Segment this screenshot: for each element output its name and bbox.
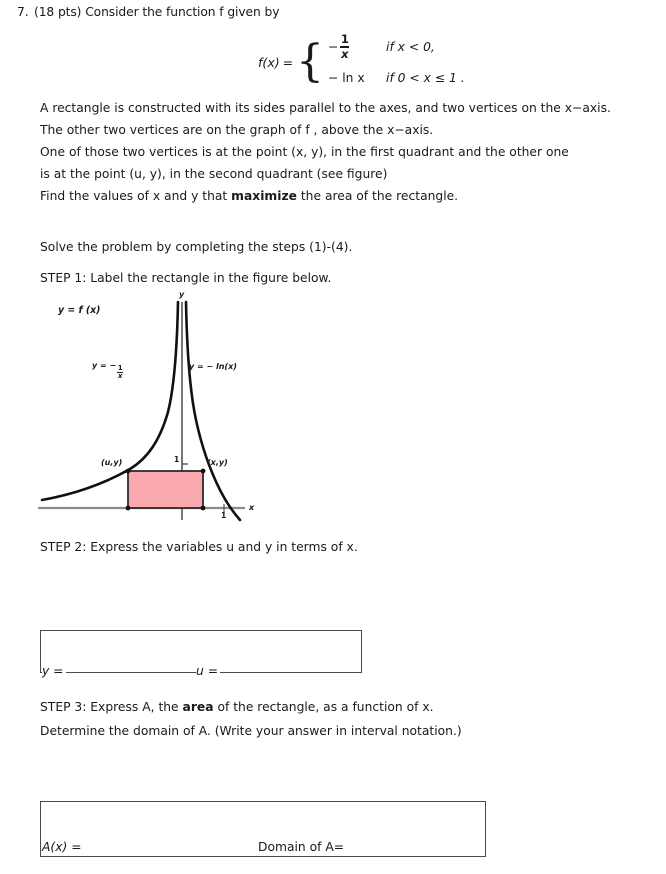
- statement-line-5-part-b: the area of the rectangle.: [296, 189, 459, 203]
- statement-line-1: A rectangle is constructed with its sides parallel to the axes, and two vertices on the x−axis.: [40, 101, 611, 115]
- statement-line-2: The other two vertices are on the graph of f , above the x−axis.: [40, 123, 434, 137]
- step-2-instruction: STEP 2: Express the variables u and y in terms of x.: [40, 540, 358, 554]
- step-3-instruction-line-1: [40, 700, 434, 714]
- step-3-text-b: of the rectangle, as a function of x.: [213, 700, 434, 714]
- formula-cases: [328, 31, 465, 89]
- formula-case-1-expression: [328, 31, 386, 61]
- fraction-one-over-x: [340, 31, 349, 61]
- x-axis-tick-label: 1: [221, 511, 227, 520]
- vertex-dot-upper-right: [201, 469, 206, 474]
- x-axis-label: x: [249, 503, 255, 512]
- step-2-u-label: u =: [196, 664, 219, 678]
- formula-case-1-minus: −: [328, 40, 339, 54]
- vertex-dot-lower-right: [201, 506, 206, 511]
- figure-right-curve-label: y = − ln(x): [189, 362, 237, 371]
- figure-svg: [30, 288, 270, 526]
- step-3-domain-label: Domain of A=: [258, 840, 345, 854]
- formula-equals: =: [282, 55, 294, 70]
- question-stem: [34, 5, 279, 20]
- piecewise-function-formula: [258, 31, 465, 89]
- formula-case-2: [328, 67, 465, 89]
- question-stem-text: (18 pts) Consider the function f given by: [34, 5, 280, 19]
- left-brace-icon: {: [296, 35, 325, 87]
- step-3-text-a: STEP 3: Express A, the: [40, 700, 183, 714]
- figure-left-curve-label: [92, 361, 123, 380]
- statement-line-5: [40, 189, 458, 203]
- formula-case-2-expression: − ln x: [328, 71, 365, 85]
- figure-vertex-label-right: (x,y): [207, 458, 228, 467]
- figure-vertex-label-left: (u,y): [101, 458, 123, 467]
- question-number: 7.: [17, 5, 29, 19]
- vertex-dot-lower-left: [126, 506, 131, 511]
- statement-line-5-part-a: Find the values of x and y that: [40, 189, 232, 203]
- fraction-denominator: x: [341, 46, 349, 61]
- y-axis-tick-label: 1: [174, 455, 180, 464]
- figure-left-curve-fraction: [117, 365, 123, 380]
- figure-left-curve-numerator: 1: [117, 364, 123, 372]
- inscribed-rectangle: [128, 471, 203, 508]
- step-3-instruction-line-2: Determine the domain of A. (Write your answer in interval notation.): [40, 724, 462, 738]
- solve-instruction: Solve the problem by completing the steps (1)-(4).: [40, 240, 353, 254]
- formula-case-2-condition: if 0 < x ≤ 1 .: [386, 71, 465, 85]
- figure-function-label: y = f (x): [58, 305, 101, 316]
- formula-case-1-condition: if x < 0,: [386, 40, 435, 54]
- fraction-numerator: 1: [340, 31, 349, 46]
- formula-lhs: f(x): [258, 55, 280, 70]
- statement-bold-word: maximize: [231, 189, 297, 203]
- statement-line-4: is at the point (u, y), in the second quadrant (see figure): [40, 167, 388, 181]
- vertex-dot-upper-left: [126, 469, 131, 474]
- step-1-instruction: STEP 1: Label the rectangle in the figure below.: [40, 271, 332, 285]
- step-3-bold-word: area: [182, 700, 214, 714]
- graph-figure: [30, 288, 270, 526]
- formula-case-1: [328, 31, 465, 61]
- step-3-area-label: A(x) =: [42, 840, 82, 854]
- step-2-y-label: y =: [42, 664, 64, 678]
- statement-line-3: One of those two vertices is at the point (x, y), in the first quadrant and the other one: [40, 145, 569, 159]
- figure-left-curve-denominator: x: [117, 372, 123, 380]
- y-axis-label: y: [179, 290, 185, 299]
- figure-left-curve-prefix: y = −: [92, 361, 117, 370]
